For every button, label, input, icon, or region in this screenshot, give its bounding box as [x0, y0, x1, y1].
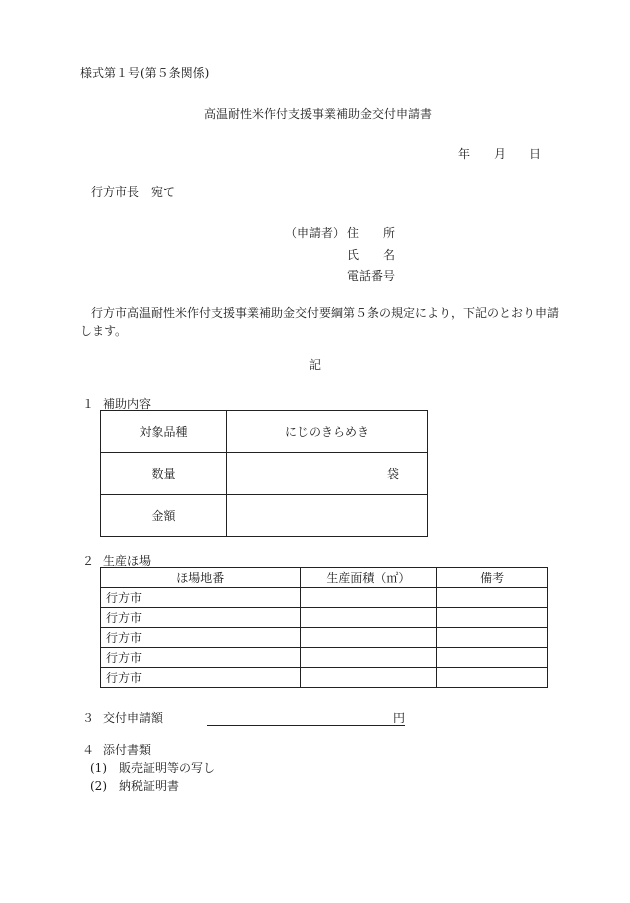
ki-heading: 記 — [309, 358, 322, 372]
table-row — [101, 608, 548, 628]
section3-title: 交付申請額 — [103, 711, 164, 725]
section2-title: 生産ほ場 — [103, 554, 152, 568]
area-header: 生産面積（㎡） — [300, 568, 437, 588]
table-row — [101, 453, 428, 495]
note-cell[interactable] — [437, 608, 548, 628]
section1-title: 補助内容 — [103, 397, 152, 411]
applicant-address-label: 住 所 — [347, 226, 396, 240]
note-header: 備考 — [437, 568, 548, 588]
subsidy-content-table — [100, 410, 428, 537]
section3-number: ３ — [82, 711, 95, 725]
section1-number: １ — [82, 397, 95, 411]
section4-number: ４ — [82, 743, 95, 757]
quantity-unit: 袋 — [227, 453, 428, 495]
date-month: 月 — [494, 147, 507, 161]
lot-cell[interactable]: 行方市 — [101, 588, 301, 608]
date-day: 日 — [529, 147, 542, 161]
table-header-row — [101, 568, 548, 588]
variety-value: にじのきらめき — [227, 411, 428, 453]
yen-unit: 円 — [393, 711, 406, 725]
attachment-2-number: (2) — [90, 779, 107, 793]
attachment-2-text: 納税証明書 — [119, 779, 180, 793]
amount-value[interactable] — [227, 495, 428, 537]
lot-cell[interactable]: 行方市 — [101, 628, 301, 648]
applicant-label: （申請者） — [285, 226, 346, 240]
date-year: 年 — [458, 147, 471, 161]
area-cell[interactable] — [300, 648, 437, 668]
note-cell[interactable] — [437, 648, 548, 668]
table-row — [101, 495, 428, 537]
section4-title: 添付書類 — [103, 743, 152, 757]
attachment-1-text: 販売証明等の写し — [119, 761, 216, 775]
attachment-1-number: (1) — [90, 761, 107, 775]
area-cell[interactable] — [300, 608, 437, 628]
addressee: 行方市長 宛て — [91, 185, 176, 199]
note-cell[interactable] — [437, 588, 548, 608]
form-number: 様式第１号(第５条関係) — [80, 66, 210, 80]
document-title: 高温耐性米作付支援事業補助金交付申請書 — [204, 107, 433, 121]
area-cell[interactable] — [300, 668, 437, 688]
note-cell[interactable] — [437, 668, 548, 688]
applicant-name-label: 氏 名 — [347, 248, 396, 262]
lot-cell[interactable]: 行方市 — [101, 668, 301, 688]
section2-number: ２ — [82, 554, 95, 568]
lot-cell[interactable]: 行方市 — [101, 648, 301, 668]
table-row — [101, 628, 548, 648]
lot-cell[interactable]: 行方市 — [101, 608, 301, 628]
body-text-line2: します。 — [80, 324, 128, 338]
area-cell[interactable] — [300, 628, 437, 648]
amount-entry-line[interactable] — [207, 725, 405, 726]
amount-label: 金額 — [101, 495, 227, 537]
area-cell[interactable] — [300, 588, 437, 608]
lot-header: ほ場地番 — [101, 568, 301, 588]
note-cell[interactable] — [437, 628, 548, 648]
table-row — [101, 588, 548, 608]
table-row — [101, 648, 548, 668]
applicant-phone-label: 電話番号 — [347, 269, 396, 283]
body-text-line1: 行方市高温耐性米作付支援事業補助金交付要綱第５条の規定により，下記のとおり申請 — [91, 306, 560, 320]
table-row — [101, 411, 428, 453]
table-row — [101, 668, 548, 688]
variety-label: 対象品種 — [101, 411, 227, 453]
field-table — [100, 567, 548, 688]
quantity-label: 数量 — [101, 453, 227, 495]
